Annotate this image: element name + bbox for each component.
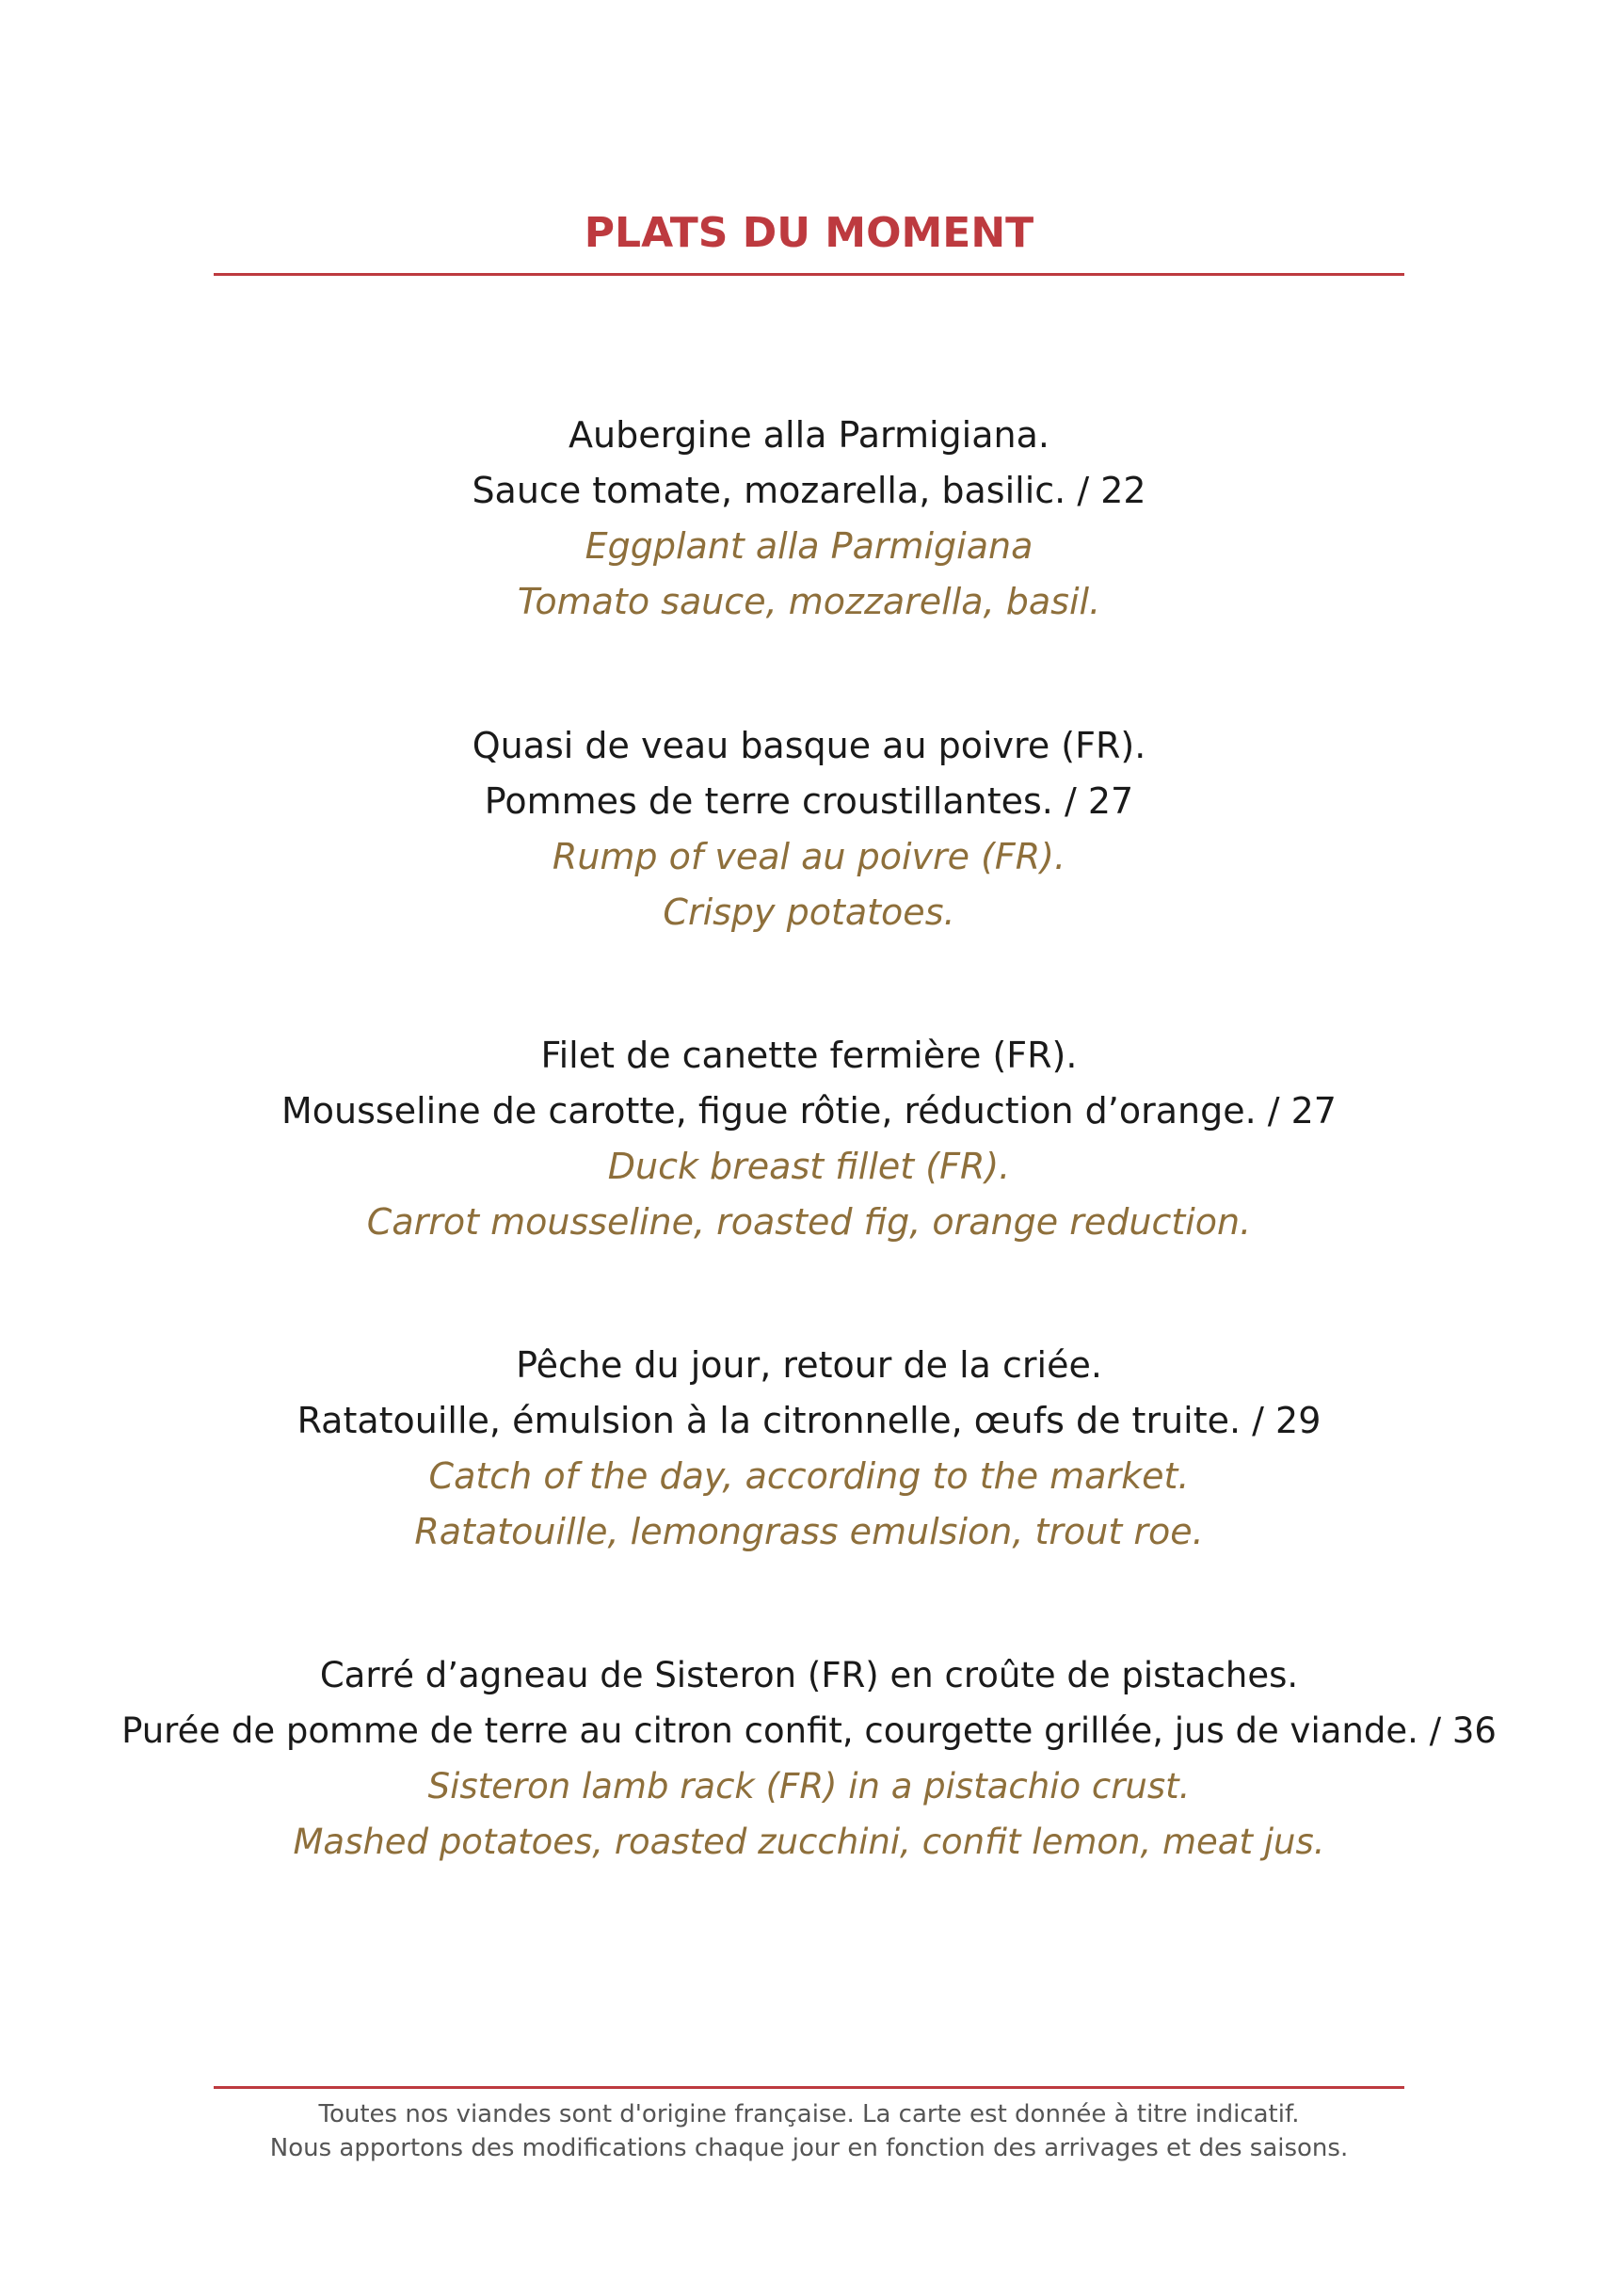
dish-item [0, 1338, 1618, 1560]
dish-description-fr: Purée de pomme de terre au citron confit, courgette grillée, jus de viande. / 36 [121, 1710, 1497, 1751]
dish-name-en: Eggplant alla Parmigiana [585, 525, 1033, 567]
footer-line-changes: Nous apportons des modifications chaque jour en fonction des arrivages et des saisons. [269, 2134, 1349, 2162]
footer-divider [214, 2086, 1404, 2089]
footer-line-origin: Toutes nos viandes sont d'origine française. La carte est donnée à titre indicatif. [318, 2100, 1300, 2128]
dish-description-fr: Ratatouille, émulsion à la citronnelle, œufs de truite. / 29 [296, 1400, 1322, 1441]
dish-description-en: Crispy potatoes. [663, 891, 955, 933]
dish-item [0, 1028, 1618, 1250]
dish-description-fr: Sauce tomate, mozarella, basilic. / 22 [472, 470, 1146, 511]
dish-name-en: Rump of veal au poivre (FR). [552, 836, 1066, 877]
dish-name-en: Duck breast fillet (FR). [607, 1146, 1011, 1187]
dish-description-en: Tomato sauce, mozzarella, basil. [517, 581, 1101, 622]
dish-description-en: Ratatouille, lemongrass emulsion, trout roe. [414, 1511, 1204, 1552]
title-divider [214, 273, 1404, 276]
dish-name-en: Sisteron lamb rack (FR) in a pistachio crust. [427, 1766, 1191, 1806]
dish-name-fr: Filet de canette fermière (FR). [540, 1035, 1078, 1076]
dish-name-fr: Aubergine alla Parmigiana. [569, 414, 1049, 456]
dish-name-fr: Pêche du jour, retour de la criée. [516, 1344, 1102, 1386]
dish-name-fr: Quasi de veau basque au poivre (FR). [472, 725, 1146, 766]
dish-description-fr: Mousseline de carotte, figue rôtie, réduction d’orange. / 27 [281, 1090, 1337, 1132]
dish-description-en: Carrot mousseline, roasted fig, orange reduction. [366, 1201, 1252, 1243]
dish-description-fr: Pommes de terre croustillantes. / 27 [484, 780, 1134, 822]
dish-item [0, 718, 1618, 940]
dish-item [0, 408, 1618, 630]
footer-note [0, 2097, 1618, 2165]
dish-description-en: Mashed potatoes, roasted zucchini, confit lemon, meat jus. [293, 1822, 1325, 1862]
dish-item [0, 1647, 1618, 1870]
page-title: PLATS DU MOMENT [584, 209, 1034, 257]
dish-name-en: Catch of the day, according to the market. [428, 1455, 1190, 1497]
dish-name-fr: Carré d’agneau de Sisteron (FR) en croûte de pistaches. [319, 1655, 1299, 1695]
